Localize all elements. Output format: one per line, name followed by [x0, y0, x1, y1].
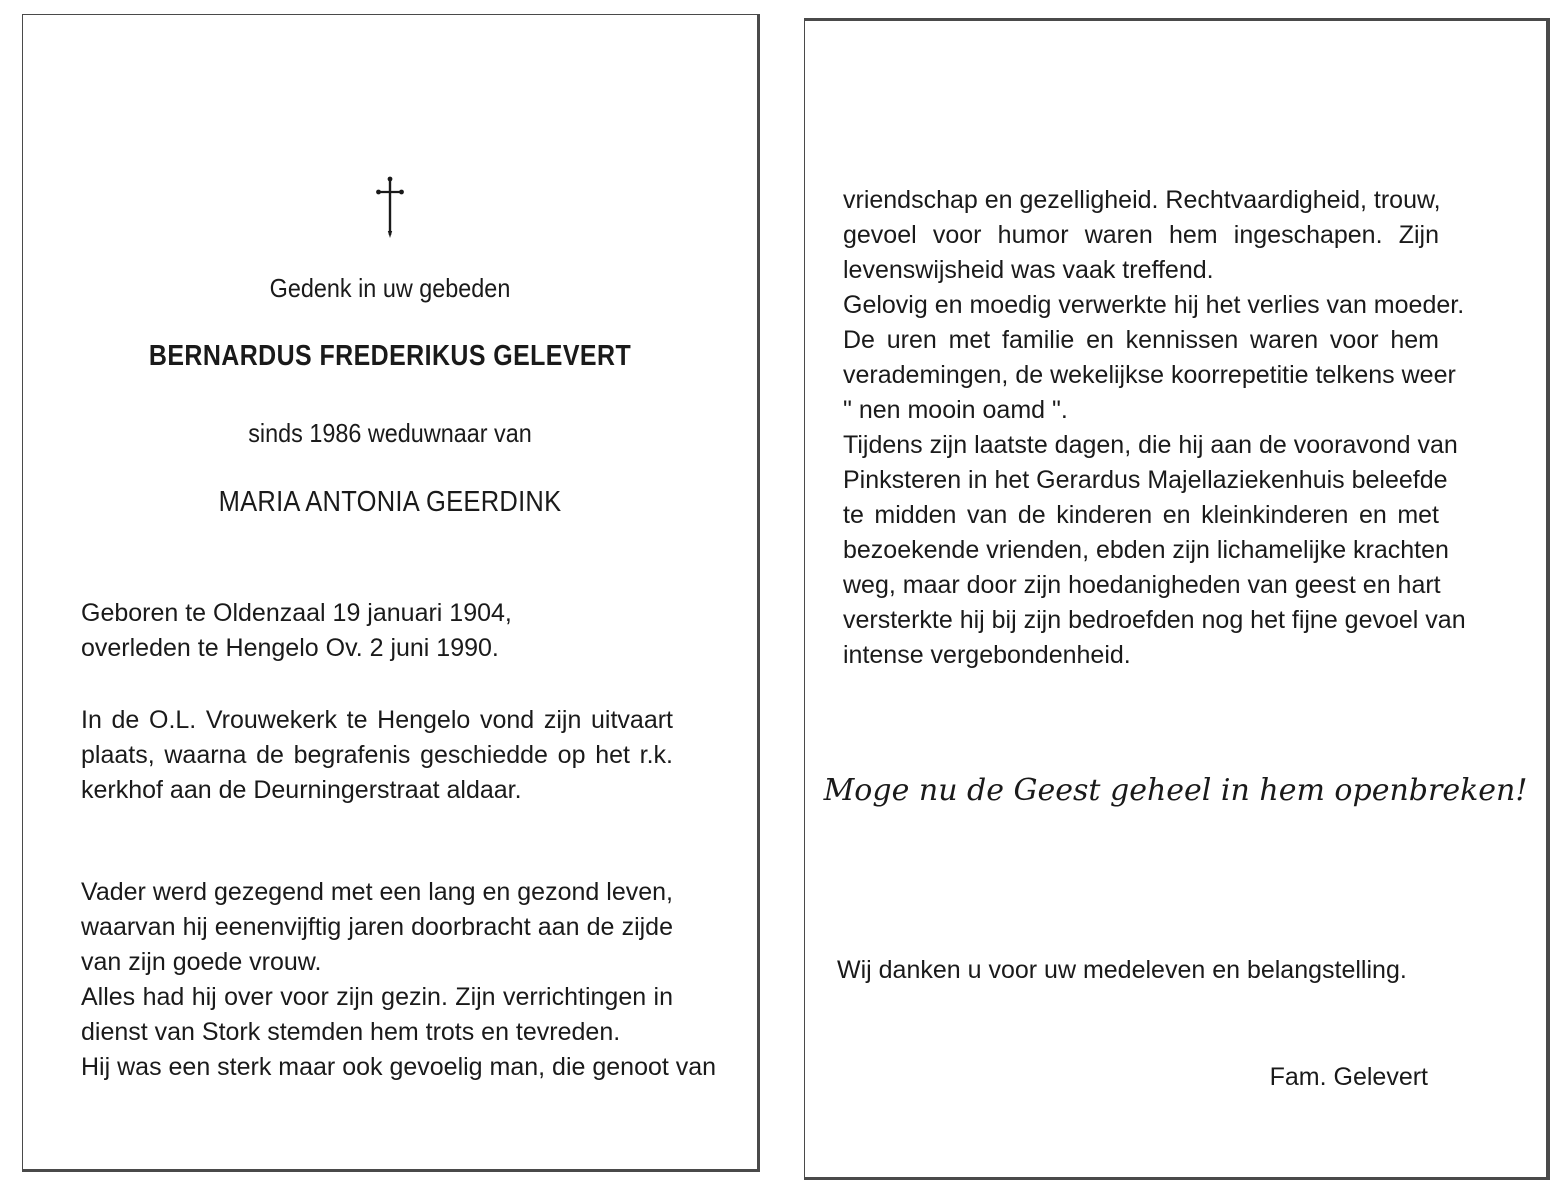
text-line: weg, maar door zijn hoedanigheden van geest en hart: [843, 571, 1441, 599]
text-line: te midden van de kinderen en kleinkinderen en met: [843, 501, 1439, 529]
deceased-name: BERNARDUS FREDERIKUS GELEVERT: [148, 340, 632, 372]
text-line: van zijn goede vrouw.: [81, 948, 322, 976]
birth-death-paragraph: [81, 596, 673, 666]
text-line: Alles had hij over voor zijn gezin. Zijn verrichtingen in: [81, 983, 673, 1011]
text-line: vriendschap en gezelligheid. Rechtvaardigheid, trouw,: [843, 186, 1441, 214]
memorial-card-left: [22, 14, 760, 1172]
text-line: levenswijsheid was vaak treffend.: [843, 256, 1214, 284]
memorial-card-right: [804, 18, 1550, 1180]
text-line: dienst van Stork stemden hem trots en tevreden.: [81, 1018, 621, 1046]
text-line: Gelovig en moedig verwerkte hij het verlies van moeder.: [843, 291, 1465, 319]
tribute-paragraph: [843, 183, 1466, 673]
text-line: verademingen, de wekelijkse koorrepetitie telkens weer: [843, 361, 1456, 389]
remembrance-heading: Gedenk in uw gebeden: [269, 273, 511, 303]
text-line: overleden te Hengelo Ov. 2 juni 1990.: [81, 634, 499, 662]
life-paragraph: [81, 875, 717, 1085]
cross-icon: [375, 175, 405, 239]
text-line: intense vergebondenheid.: [843, 641, 1131, 669]
text-line: In de O.L. Vrouwekerk te Hengelo vond zijn uitvaart: [81, 706, 673, 734]
text-line: versterkte hij bij zijn bedroefden nog het fijne gevoel van: [843, 606, 1466, 634]
text-line: De uren met familie en kennissen waren voor hem: [843, 326, 1439, 354]
text-line: plaats, waarna de begrafenis geschiedde op het r.k.: [81, 741, 673, 769]
family-signoff: Fam. Gelevert: [1269, 1063, 1428, 1091]
text-line: Geboren te Oldenzaal 19 januari 1904,: [81, 599, 512, 627]
text-line: Tijdens zijn laatste dagen, die hij aan de vooravond van: [843, 431, 1458, 459]
text-line: " nen mooin oamd ".: [843, 396, 1068, 424]
text-line: Pinksteren in het Gerardus Majellaziekenhuis beleefde: [843, 466, 1448, 494]
funeral-paragraph: [81, 703, 673, 808]
text-line: gevoel voor humor waren hem ingeschapen. Zijn: [843, 221, 1439, 249]
thanks-line: Wij danken u voor uw medeleven en belangstelling.: [837, 956, 1407, 984]
text-line: bezoekende vrienden, ebden zijn lichamelijke krachten: [843, 536, 1449, 564]
text-line: waarvan hij eenenvijftig jaren doorbracht aan de zijde: [81, 913, 673, 941]
spouse-name: MARIA ANTONIA GEERDINK: [218, 486, 562, 518]
cross-emblem: [23, 175, 757, 244]
text-line: Hij was een sterk maar ook gevoelig man, die genoot van: [81, 1053, 717, 1081]
text-line: kerkhof aan de Deurningerstraat aldaar.: [81, 776, 522, 804]
text-line: Vader werd gezegend met een lang en gezond leven,: [81, 878, 673, 906]
widower-line: sinds 1986 weduwnaar van: [248, 418, 532, 448]
closing-motto: Moge nu de Geest geheel in hem openbreken!: [823, 773, 1528, 808]
